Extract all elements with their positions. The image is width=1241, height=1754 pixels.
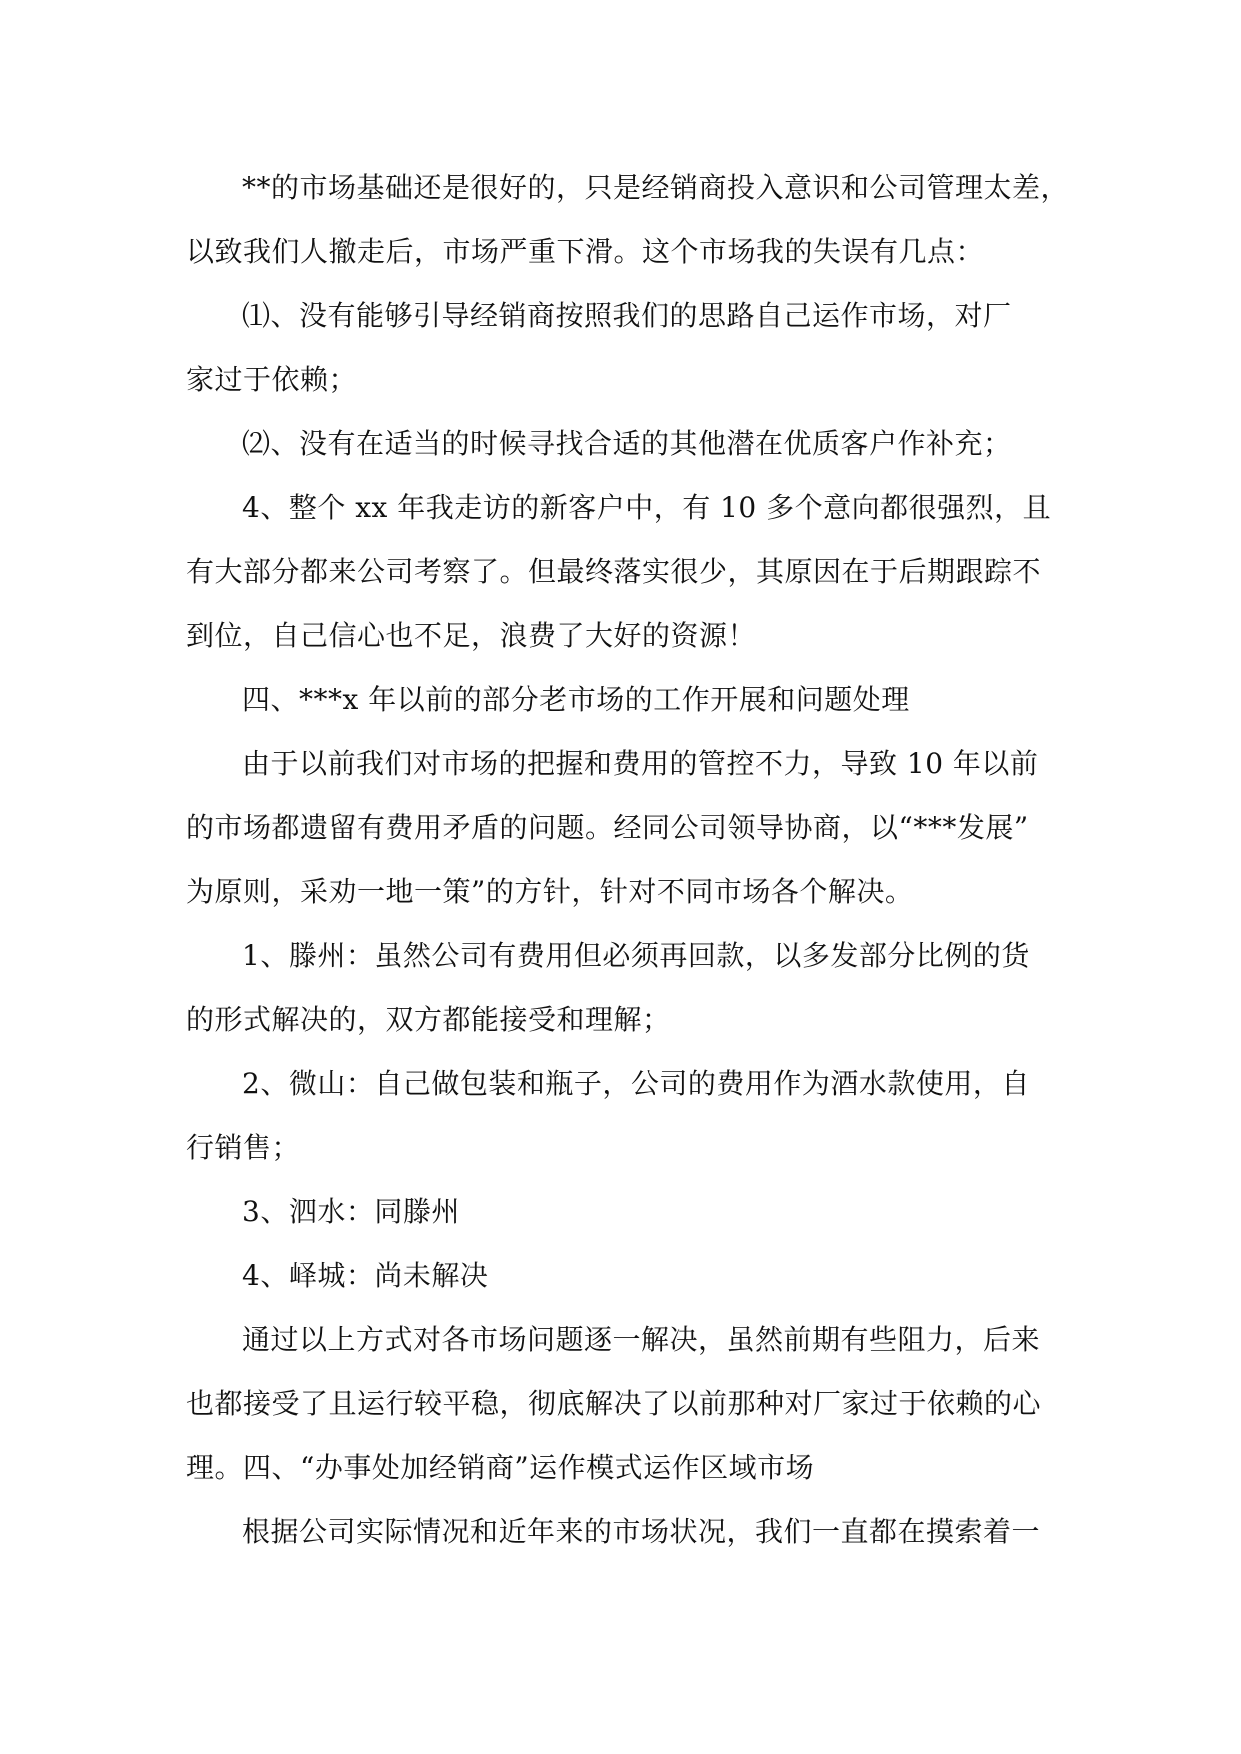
paragraph-line: 的市场都遗留有费用矛盾的问题。经同公司领导协商，以“***发展” (186, 811, 1029, 844)
paragraph-line: 3、泗水：同滕州 (242, 1195, 460, 1228)
paragraph-line: 到位，自己信心也不足，浪费了大好的资源！ (186, 619, 757, 652)
paragraph-line: 有大部分都来公司考察了。但最终落实很少，其原因在于后期跟踪不 (186, 555, 1042, 588)
paragraph-line: 的形式解决的，双方都能接受和理解； (186, 1003, 671, 1036)
paragraph-line: 为原则，采劝一地一策”的方针，针对不同市场各个解决。 (186, 875, 914, 908)
paragraph-line: 4、峄城：尚未解决 (242, 1259, 489, 1292)
paragraph-line: **的市场基础还是很好的，只是经销商投入意识和公司管理太差， (242, 171, 1070, 204)
paragraph-line: 行销售； (186, 1131, 301, 1164)
paragraph-line: 通过以上方式对各市场问题逐一解决，虽然前期有些阻力，后来 (242, 1323, 1041, 1356)
paragraph-line: ⑵、没有在适当的时候寻找合适的其他潜在优质客户作补充； (242, 427, 1012, 460)
paragraph-line: 根据公司实际情况和近年来的市场状况，我们一直都在摸索着一 (242, 1515, 1041, 1548)
paragraph-line: ⑴、没有能够引导经销商按照我们的思路自己运作市场，对厂 (242, 299, 1012, 332)
paragraph-line: 由于以前我们对市场的把握和费用的管控不力，导致 10 年以前 (242, 747, 1039, 780)
paragraph-line: 4、整个 xx 年我走访的新客户中，有 10 多个意向都很强烈，且 (242, 491, 1052, 524)
section-heading: 四、***x 年以前的部分老市场的工作开展和问题处理 (242, 683, 910, 716)
paragraph-line: 2、微山：自己做包装和瓶子，公司的费用作为酒水款使用，自 (242, 1067, 1030, 1100)
paragraph-line: 1、滕州：虽然公司有费用但必须再回款，以多发部分比例的货 (242, 939, 1030, 972)
paragraph-line: 家过于依赖； (186, 363, 358, 396)
paragraph-line: 以致我们人撤走后，市场严重下滑。这个市场我的失误有几点： (186, 235, 985, 268)
paragraph-line: 也都接受了且运行较平稳，彻底解决了以前那种对厂家过于依赖的心 (186, 1387, 1042, 1420)
paragraph-line: 理。四、“办事处加经销商”运作模式运作区域市场 (186, 1451, 815, 1484)
